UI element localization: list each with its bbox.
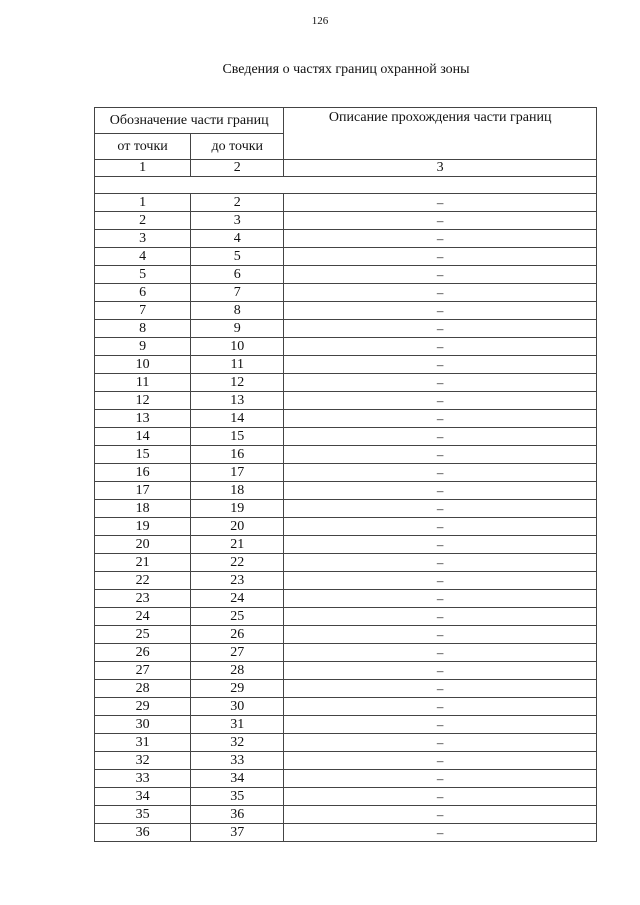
from-point-cell: 31	[95, 734, 191, 752]
to-point-cell: 7	[191, 284, 284, 302]
description-cell: –	[284, 536, 597, 554]
header-from-point: от точки	[95, 134, 191, 160]
from-point-cell: 13	[95, 410, 191, 428]
table-row	[95, 698, 597, 716]
from-point-cell: 24	[95, 608, 191, 626]
description-cell: –	[284, 230, 597, 248]
table-row	[95, 500, 597, 518]
description-cell: –	[284, 788, 597, 806]
description-cell: –	[284, 644, 597, 662]
table-row	[95, 194, 597, 212]
from-point-cell: 29	[95, 698, 191, 716]
description-cell: –	[284, 248, 597, 266]
to-point-cell: 27	[191, 644, 284, 662]
to-point-cell: 37	[191, 824, 284, 842]
description-cell: –	[284, 626, 597, 644]
description-cell: –	[284, 266, 597, 284]
from-point-cell: 1	[95, 194, 191, 212]
table-row	[95, 554, 597, 572]
from-point-cell: 15	[95, 446, 191, 464]
from-point-cell: 7	[95, 302, 191, 320]
description-cell: –	[284, 374, 597, 392]
to-point-cell: 17	[191, 464, 284, 482]
to-point-cell: 26	[191, 626, 284, 644]
from-point-cell: 34	[95, 788, 191, 806]
from-point-cell: 4	[95, 248, 191, 266]
from-point-cell: 12	[95, 392, 191, 410]
table-row	[95, 644, 597, 662]
table-row	[95, 374, 597, 392]
table-row	[95, 626, 597, 644]
from-point-cell: 3	[95, 230, 191, 248]
description-cell: –	[284, 302, 597, 320]
table-row	[95, 680, 597, 698]
description-cell: –	[284, 392, 597, 410]
from-point-cell: 30	[95, 716, 191, 734]
to-point-cell: 6	[191, 266, 284, 284]
table-row	[95, 752, 597, 770]
table-row	[95, 536, 597, 554]
header-boundary-designation: Обозначение части границ	[95, 108, 284, 134]
description-cell: –	[284, 482, 597, 500]
from-point-cell: 35	[95, 806, 191, 824]
table-row	[95, 356, 597, 374]
description-cell: –	[284, 752, 597, 770]
table-row	[95, 392, 597, 410]
from-point-cell: 27	[95, 662, 191, 680]
table-row	[95, 572, 597, 590]
from-point-cell: 28	[95, 680, 191, 698]
from-point-cell: 11	[95, 374, 191, 392]
to-point-cell: 29	[191, 680, 284, 698]
to-point-cell: 2	[191, 194, 284, 212]
description-cell: –	[284, 284, 597, 302]
to-point-cell: 11	[191, 356, 284, 374]
to-point-cell: 33	[191, 752, 284, 770]
to-point-cell: 9	[191, 320, 284, 338]
to-point-cell: 25	[191, 608, 284, 626]
description-cell: –	[284, 608, 597, 626]
to-point-cell: 31	[191, 716, 284, 734]
to-point-cell: 24	[191, 590, 284, 608]
from-point-cell: 17	[95, 482, 191, 500]
to-point-cell: 21	[191, 536, 284, 554]
table-row	[95, 338, 597, 356]
from-point-cell: 6	[95, 284, 191, 302]
from-point-cell: 2	[95, 212, 191, 230]
header-description: Описание прохождения части границ	[284, 108, 597, 160]
table-row	[95, 788, 597, 806]
description-cell: –	[284, 212, 597, 230]
description-cell: –	[284, 356, 597, 374]
table-header-row	[95, 108, 597, 134]
column-number: 3	[284, 160, 597, 177]
from-point-cell: 36	[95, 824, 191, 842]
description-cell: –	[284, 500, 597, 518]
table-row	[95, 428, 597, 446]
from-point-cell: 21	[95, 554, 191, 572]
description-cell: –	[284, 320, 597, 338]
description-cell: –	[284, 410, 597, 428]
to-point-cell: 13	[191, 392, 284, 410]
header-to-point: до точки	[191, 134, 284, 160]
to-point-cell: 30	[191, 698, 284, 716]
to-point-cell: 34	[191, 770, 284, 788]
to-point-cell: 35	[191, 788, 284, 806]
from-point-cell: 9	[95, 338, 191, 356]
table-row	[95, 320, 597, 338]
table-row	[95, 230, 597, 248]
table-row	[95, 608, 597, 626]
table-row	[95, 716, 597, 734]
table-row	[95, 212, 597, 230]
description-cell: –	[284, 554, 597, 572]
description-cell: –	[284, 338, 597, 356]
to-point-cell: 22	[191, 554, 284, 572]
column-number: 2	[191, 160, 284, 177]
from-point-cell: 25	[95, 626, 191, 644]
to-point-cell: 18	[191, 482, 284, 500]
to-point-cell: 8	[191, 302, 284, 320]
table-row	[95, 662, 597, 680]
from-point-cell: 32	[95, 752, 191, 770]
from-point-cell: 20	[95, 536, 191, 554]
from-point-cell: 16	[95, 464, 191, 482]
table-row	[95, 464, 597, 482]
boundary-parts-table	[94, 107, 597, 842]
to-point-cell: 10	[191, 338, 284, 356]
from-point-cell: 5	[95, 266, 191, 284]
from-point-cell: 26	[95, 644, 191, 662]
from-point-cell: 8	[95, 320, 191, 338]
description-cell: –	[284, 770, 597, 788]
table-row	[95, 482, 597, 500]
table-row	[95, 770, 597, 788]
table-row	[95, 590, 597, 608]
column-number-row	[95, 160, 597, 177]
description-cell: –	[284, 572, 597, 590]
description-cell: –	[284, 428, 597, 446]
to-point-cell: 16	[191, 446, 284, 464]
description-cell: –	[284, 446, 597, 464]
from-point-cell: 22	[95, 572, 191, 590]
from-point-cell: 23	[95, 590, 191, 608]
description-cell: –	[284, 716, 597, 734]
description-cell: –	[284, 680, 597, 698]
column-number: 1	[95, 160, 191, 177]
table-row	[95, 518, 597, 536]
empty-cell	[95, 177, 597, 194]
to-point-cell: 5	[191, 248, 284, 266]
table-row	[95, 824, 597, 842]
description-cell: –	[284, 824, 597, 842]
from-point-cell: 18	[95, 500, 191, 518]
table-row	[95, 410, 597, 428]
to-point-cell: 15	[191, 428, 284, 446]
table-row	[95, 266, 597, 284]
table-row	[95, 302, 597, 320]
to-point-cell: 23	[191, 572, 284, 590]
page-number: 126	[311, 15, 329, 27]
to-point-cell: 12	[191, 374, 284, 392]
description-cell: –	[284, 194, 597, 212]
table-row	[95, 734, 597, 752]
document-title: Сведения о частях границ охранной зоны	[222, 62, 470, 77]
table-row	[95, 806, 597, 824]
from-point-cell: 19	[95, 518, 191, 536]
from-point-cell: 33	[95, 770, 191, 788]
description-cell: –	[284, 806, 597, 824]
table-row	[95, 284, 597, 302]
description-cell: –	[284, 590, 597, 608]
table-row	[95, 248, 597, 266]
description-cell: –	[284, 464, 597, 482]
description-cell: –	[284, 734, 597, 752]
to-point-cell: 3	[191, 212, 284, 230]
to-point-cell: 28	[191, 662, 284, 680]
to-point-cell: 20	[191, 518, 284, 536]
description-cell: –	[284, 698, 597, 716]
to-point-cell: 32	[191, 734, 284, 752]
description-cell: –	[284, 518, 597, 536]
to-point-cell: 36	[191, 806, 284, 824]
description-cell: –	[284, 662, 597, 680]
to-point-cell: 4	[191, 230, 284, 248]
empty-section-row	[95, 177, 597, 194]
to-point-cell: 19	[191, 500, 284, 518]
from-point-cell: 14	[95, 428, 191, 446]
table-body	[95, 194, 597, 842]
from-point-cell: 10	[95, 356, 191, 374]
table-row	[95, 446, 597, 464]
to-point-cell: 14	[191, 410, 284, 428]
